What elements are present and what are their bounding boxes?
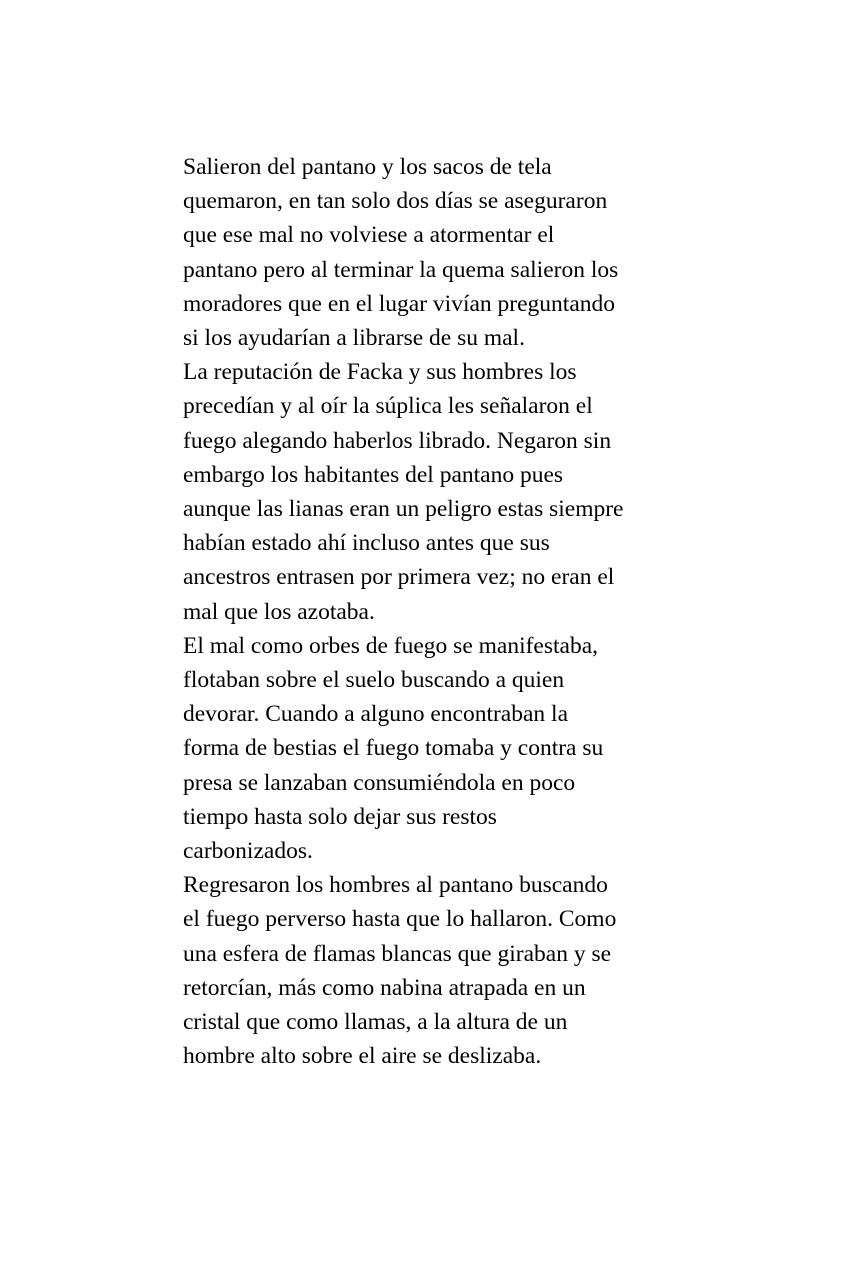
text-line: Salieron del pantano y los sacos de tela xyxy=(183,154,552,180)
text-line: tiempo hasta solo dejar sus restos xyxy=(183,803,497,830)
text-line: moradores que en el lugar vivían preguntando xyxy=(183,290,615,317)
text-line: ancestros entrasen por primera vez; no eran el xyxy=(183,564,615,591)
text-line: si los ayudarían a librarse de su mal. xyxy=(183,325,525,352)
text-line: La reputación de Facka y sus hombres los xyxy=(183,359,577,386)
body-text xyxy=(183,150,683,1073)
text-line: el fuego perverso hasta que lo hallaron. Como xyxy=(183,906,617,933)
text-line: El mal como orbes de fuego se manifestaba, xyxy=(183,632,599,659)
text-line: mal que los azotaba. xyxy=(183,598,375,625)
text-line: que ese mal no volviese a atormentar el xyxy=(183,222,555,249)
text-line: aunque las lianas eran un peligro estas siempre xyxy=(183,496,624,523)
text-line: embargo los habitantes del pantano pues xyxy=(183,461,564,488)
text-line: una esfera de flamas blancas que giraban y se xyxy=(183,940,612,967)
text-line: flotaban sobre el suelo buscando a quien xyxy=(183,667,565,694)
text-line: cristal que como llamas, a la altura de un xyxy=(183,1009,568,1036)
text-line: presa se lanzaban consumiéndola en poco xyxy=(183,769,576,796)
text-line: Regresaron los hombres al pantano buscando xyxy=(183,872,608,899)
text-line: fuego alegando haberlos librado. Negaron sin xyxy=(183,427,612,454)
text-line: habían estado ahí incluso antes que sus xyxy=(183,530,550,557)
text-line: precedían y al oír la súplica les señalaron el xyxy=(183,393,593,420)
text-line: forma de bestias el fuego tomaba y contra su xyxy=(183,735,604,762)
text-line: quemaron, en tan solo dos días se aseguraron xyxy=(183,188,608,215)
text-line: devorar. Cuando a alguno encontraban la xyxy=(183,701,568,728)
text-line: pantano pero al terminar la quema salieron los xyxy=(183,256,619,283)
text-line: hombre alto sobre el aire se deslizaba. xyxy=(183,1043,542,1070)
text-line: retorcían, más como nabina atrapada en un xyxy=(183,974,586,1001)
text-line: carbonizados. xyxy=(183,838,313,865)
